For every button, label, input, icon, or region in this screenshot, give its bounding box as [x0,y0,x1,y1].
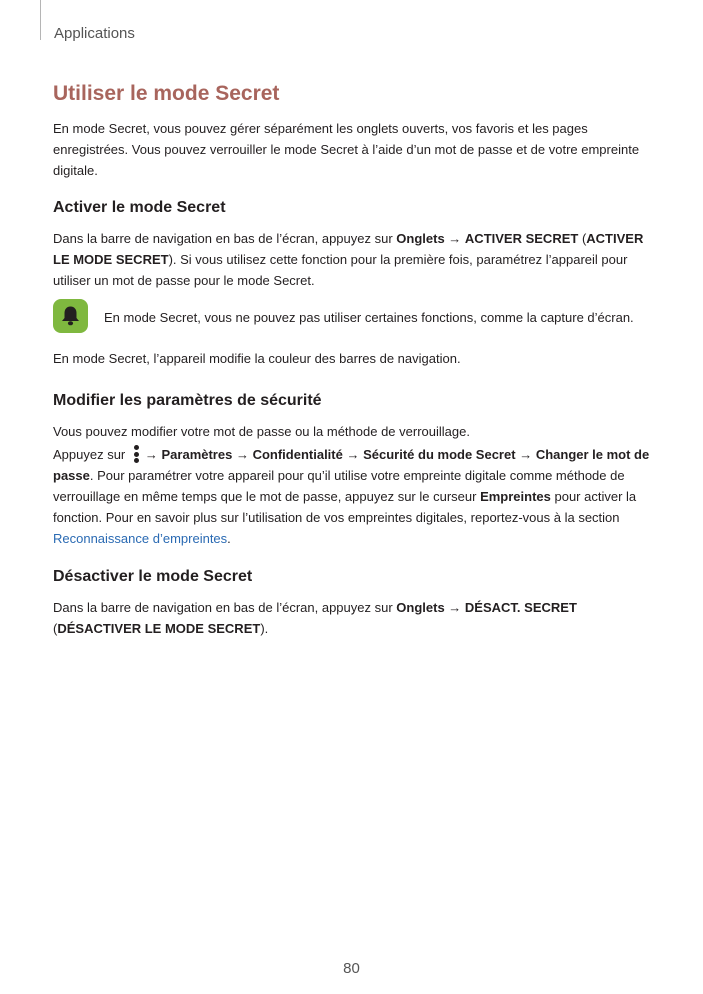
onglets-label: Onglets [396,600,445,615]
text: pour activer la fonction. Pour en savoir plus sur l’utilisation de vos empreintes digitales, reportez-vous à la section [53,489,637,525]
note-bell-icon [53,299,88,333]
activer-mode-secret-label: ACTIVER LE MODE SECRET [53,231,644,267]
deactivate-paragraph [53,597,658,639]
security-paragraph-2 [53,444,658,549]
fingerprint-recognition-link[interactable]: Reconnaissance d’empreintes [53,531,228,546]
arrow: → [144,447,158,462]
onglets-label: Onglets [396,231,445,246]
note-text: En mode Secret, vous ne pouvez pas utiliser certaines fonctions, comme la capture d’écran. [104,310,634,325]
deactivate-heading: Désactiver le mode Secret [53,568,253,585]
navigation-color-paragraph: En mode Secret, l’appareil modifie la couleur des barres de navigation. [53,351,461,366]
intro-paragraph: En mode Secret, vous pouvez gérer séparément les onglets ouverts, vos favoris et les pages enregistrées. Vous pouvez verrouiller le mode Secret à l’aide d’un mot de passe et de votre empreinte digitale. [53,121,640,178]
text: ( [578,231,587,246]
desactiver-mode-secret-label: DÉSACTIVER LE MODE SECRET [57,621,261,636]
text: ( [53,621,58,636]
header-section: Applications [54,25,135,42]
confidentialite-label: Confidentialité [252,447,343,462]
activate-heading: Activer le mode Secret [53,199,226,216]
desact-secret-label: DÉSACT. SECRET [464,600,577,615]
text: Dans la barre de navigation en bas de l’écran, appuyez sur [53,231,397,246]
page-number: 80 [343,960,360,977]
arrow: → [444,231,465,246]
changer-mot-de-passe-label: Changer le mot de passe [53,447,650,483]
text: . Pour paramétrer votre appareil pour qu’il utilise votre empreinte digitale comme méthode de verrouillage en même temps que le mot de passe, appuyez sur le curseur [53,468,625,504]
text: ). Si vous utilisez cette fonction pour la première fois, paramétrez l’appareil pour utiliser un mot de passe pour le mode Secret. [53,252,628,288]
activate-paragraph [53,228,658,291]
securite-mode-secret-label: Sécurité du mode Secret [363,447,516,462]
text: Dans la barre de navigation en bas de l’écran, appuyez sur [53,600,397,615]
arrow: → [346,447,360,462]
text: Appuyez sur [53,447,129,462]
security-paragraph-1: Vous pouvez modifier votre mot de passe ou la méthode de verrouillage. [53,424,470,439]
parametres-label: Paramètres [161,447,233,462]
activer-secret-label: ACTIVER SECRET [464,231,579,246]
page-title: Utiliser le mode Secret [53,82,280,105]
more-options-icon [133,445,141,463]
text: ). [260,621,269,636]
arrow: → [519,447,533,462]
arrow: → [235,447,249,462]
text: . [227,531,231,546]
header-rule [40,0,41,40]
arrow: → [444,600,465,615]
security-heading: Modifier les paramètres de sécurité [53,392,322,409]
empreintes-label: Empreintes [480,489,551,504]
